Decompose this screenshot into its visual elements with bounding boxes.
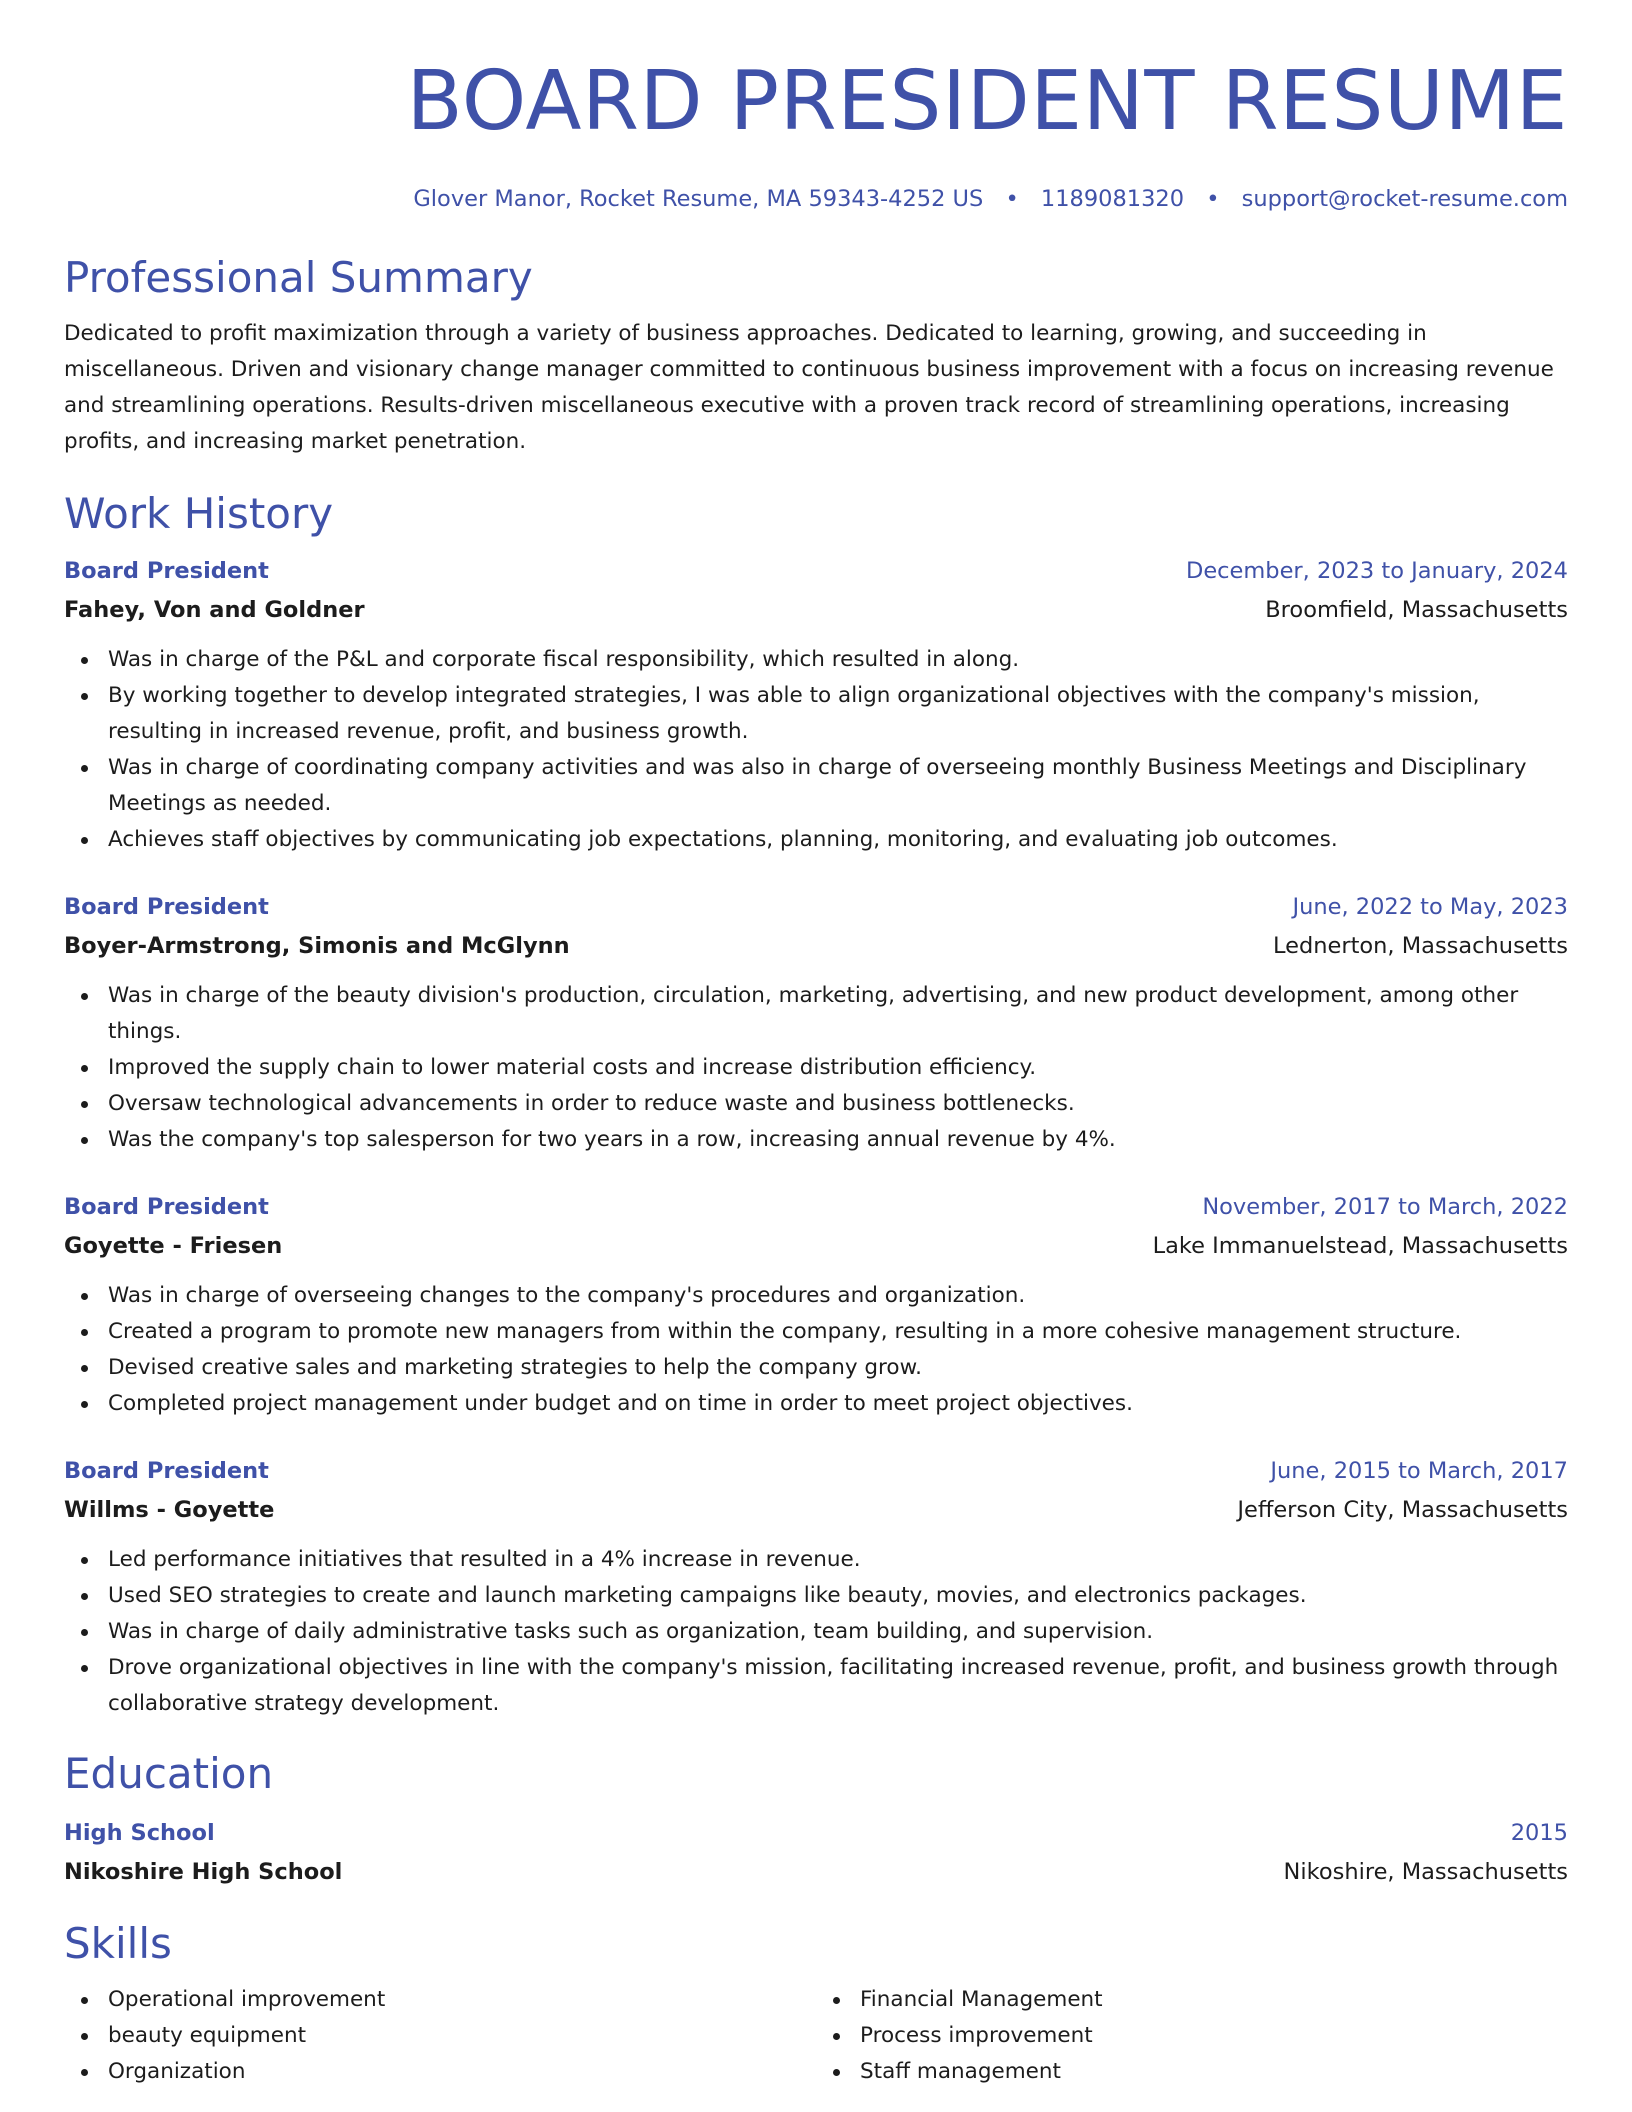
job-bullet: Was in charge of overseeing changes to the company's procedures and organization. [108,1278,1568,1314]
contact-address: Glover Manor, Rocket Resume, MA 59343-4252 US [413,186,984,212]
job-company: Willms - Goyette [64,1497,275,1523]
job-dates: June, 2022 to May, 2023 [1292,894,1568,920]
job-bullet: Was in charge of the P&L and corporate fiscal responsibility, which resulted in along. [108,642,1568,678]
resume-page [64,0,1568,2090]
job-bullet: Achieves staff objectives by communicating job expectations, planning, monitoring, and evaluating job outcomes. [108,822,1568,858]
skills-columns [64,1982,1568,2090]
job-bullet: Completed project management under budget and on time in order to meet project objectives. [108,1386,1568,1422]
job-entry [64,888,1568,1158]
job-bullet: By working together to develop integrated strategies, I was able to align organizational objectives with the company's mission, resulting in increased revenue, profit, and business growth. [108,678,1568,750]
job-bullet: Devised creative sales and marketing strategies to help the company grow. [108,1350,1568,1386]
education-header-row [64,1814,1568,1852]
job-location: Lake Immanuelstead, Massachusetts [1152,1233,1568,1259]
job-header-row [64,1188,1568,1226]
job-bullet: Drove organizational objectives in line with the company's mission, facilitating increased revenue, profit, and business growth through collaborative strategy development. [108,1650,1568,1722]
contact-separator: • [1206,186,1220,212]
job-bullets [64,1542,1568,1722]
skill-item: Operational improvement [108,1982,816,2018]
education-year: 2015 [1510,1820,1568,1846]
job-dates: June, 2015 to March, 2017 [1270,1458,1568,1484]
summary-heading: Professional Summary [64,253,533,302]
job-company: Goyette - Friesen [64,1233,283,1259]
contact-email[interactable]: support@rocket-resume.com [1241,186,1568,212]
education-heading: Education [64,1749,274,1798]
job-entry [64,1188,1568,1422]
job-role: Board President [64,894,269,920]
job-company: Boyer-Armstrong, Simonis and McGlynn [64,933,570,959]
skills-left-list [64,1982,816,2090]
job-bullet: Led performance initiatives that resulted in a 4% increase in revenue. [108,1542,1568,1578]
skill-item: beauty equipment [108,2018,816,2054]
job-location: Broomfield, Massachusetts [1265,597,1568,623]
work-history-heading: Work History [64,489,334,538]
job-bullets [64,642,1568,858]
skill-item: Staff management [860,2054,1568,2090]
job-dates: November, 2017 to March, 2022 [1202,1194,1568,1220]
job-location: Lednerton, Massachusetts [1272,933,1568,959]
job-header-row [64,888,1568,926]
job-location: Jefferson City, Massachusetts [1237,1497,1568,1523]
job-role: Board President [64,1458,269,1484]
job-entry [64,552,1568,858]
job-role: Board President [64,1194,269,1220]
job-company-row [64,1226,1568,1266]
job-bullet: Used SEO strategies to create and launch marketing campaigns like beauty, movies, and electronics packages. [108,1578,1568,1614]
education-location: Nikoshire, Massachusetts [1283,1859,1568,1885]
contact-line [64,184,1568,214]
education-school: Nikoshire High School [64,1859,343,1885]
job-bullet: Improved the supply chain to lower material costs and increase distribution efficiency. [108,1050,1568,1086]
job-bullet: Was in charge of daily administrative tasks such as organization, team building, and supervision. [108,1614,1568,1650]
job-bullets [64,1278,1568,1422]
job-dates: December, 2023 to January, 2024 [1186,558,1568,584]
job-company-row [64,926,1568,966]
job-bullet: Was in charge of the beauty division's production, circulation, marketing, advertising, and new product development, among other things. [108,978,1568,1050]
summary-text: Dedicated to profit maximization through a variety of business approaches. Dedicated to learning, growing, and succeeding in miscellaneous. Driven and visionary change manager committed to continuous business improvement with a focus on increasing revenue and streamlining operations. Results-driven miscellaneous executive with a proven track record of streamlining operations, increasing profits, and increasing market penetration. [64,321,1554,454]
resume-title: BOARD PRESIDENT RESUME [406,54,1568,149]
job-company-row [64,1490,1568,1530]
job-entry [64,1452,1568,1722]
job-company: Fahey, Von and Goldner [64,597,365,623]
job-company-row [64,590,1568,630]
job-bullet: Created a program to promote new managers from within the company, resulting in a more cohesive management structure. [108,1314,1568,1350]
job-bullet: Was the company's top salesperson for two years in a row, increasing annual revenue by 4%. [108,1122,1568,1158]
job-bullet: Was in charge of coordinating company activities and was also in charge of overseeing monthly Business Meetings and Disciplinary Meetings as needed. [108,750,1568,822]
contact-separator: • [1005,186,1019,212]
skills-heading: Skills [64,1919,172,1968]
job-header-row [64,1452,1568,1490]
skills-right-list [816,1982,1568,2090]
job-bullets [64,978,1568,1158]
education-degree: High School [64,1820,215,1846]
education-school-row [64,1852,1568,1892]
skill-item: Financial Management [860,1982,1568,2018]
job-bullet: Oversaw technological advancements in order to reduce waste and business bottlenecks. [108,1086,1568,1122]
contact-phone: 1189081320 [1040,186,1185,212]
job-role: Board President [64,558,269,584]
education-entry [64,1814,1568,1892]
skill-item: Process improvement [860,2018,1568,2054]
skill-item: Organization [108,2054,816,2090]
job-header-row [64,552,1568,590]
